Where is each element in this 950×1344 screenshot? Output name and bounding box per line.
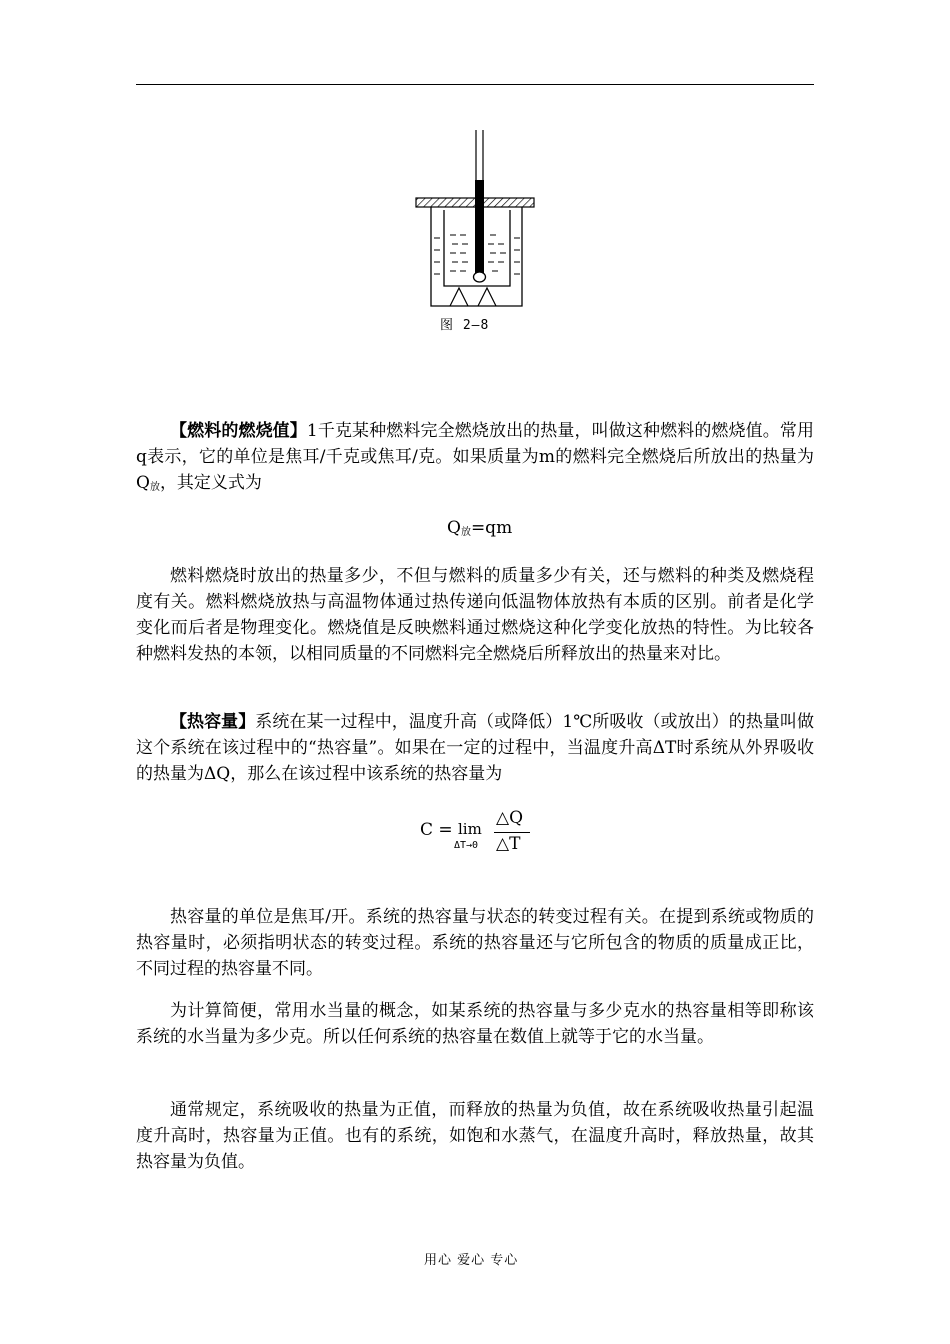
paragraph-text: 1千克某种燃料完全燃烧放出的热量，叫做这种燃料的燃烧值。常用q表示，它的单位是焦耳/千克或焦耳/克。如果质量为m的燃料完全燃烧后所放出的热量为Q — [136, 421, 814, 493]
formula-lhs: C = — [420, 820, 453, 840]
formula-numerator: △Q — [496, 808, 524, 828]
header-rule — [136, 84, 814, 85]
support-right — [478, 288, 496, 306]
figure-caption: 图 2—8 — [440, 318, 490, 333]
paragraph-heat-capacity-unit: 热容量的单位是焦耳/开。系统的热容量与状态的转变过程有关。在提到系统或物质的热容量时，必须指明状态的转变过程。系统的热容量还与它所包含的物质的质量成正比，不同过程的热容量不同。 — [136, 907, 814, 979]
heading-fuel-value: 【燃料的燃烧值】 — [170, 421, 307, 441]
paragraph-text: 系统在某一过程中，温度升高（或降低）1℃所吸收（或放出）的热量叫做这个系统在该过程中的“热容量”。如果在一定的过程中，当温度升高ΔT时系统从外界吸收的热量为ΔQ，那么在该过程中该系统的热容量为 — [136, 712, 814, 784]
paragraph-combustion: 燃料燃烧时放出的热量多少，不但与燃料的质量多少有关，还与燃料的种类及燃烧程度有关。燃料燃烧放热与高温物体通过热传递向低温物体放热有本质的区别。前者是化学变化而后者是物理变化。燃烧值是反映燃料通过燃烧这种化学变化放热的特性。为比较各种燃料发热的本领，以相同质量的不同燃料完全燃烧后所释放出的热量来对比。 — [136, 566, 814, 664]
fraction-bar — [494, 832, 530, 833]
formula-heat-capacity — [420, 806, 560, 858]
formula-rhs: =qm — [470, 518, 513, 538]
thermometer-stem — [475, 180, 484, 276]
formula-denominator: △T — [496, 834, 521, 854]
support-left — [450, 288, 468, 306]
paragraph-text: ，其定义式为 — [159, 473, 262, 493]
formula-q: Q — [447, 518, 461, 538]
formula-lim: lim — [458, 820, 482, 838]
page-footer: 用心 爱心 专心 — [424, 1253, 519, 1268]
paragraph-sign-convention: 通常规定，系统吸收的热量为正值，而释放的热量为负值，故在系统吸收热量引起温度升高时，热容量为正值。也有的系统，如饱和水蒸气，在温度升高时，释放热量，故其热容量为负值。 — [136, 1100, 814, 1172]
subscript: 放 — [149, 482, 160, 493]
paragraph-water-equivalent: 为计算简便，常用水当量的概念，如某系统的热容量与多少克水的热容量相等即称该系统的水当量为多少克。所以任何系统的热容量在数值上就等于它的水当量。 — [136, 1001, 814, 1047]
heading-heat-capacity: 【热容量】 — [170, 712, 256, 732]
paragraph-heat-capacity — [136, 709, 814, 787]
calorimeter-figure — [410, 128, 540, 333]
formula-lim-subscript: ΔT→0 — [454, 840, 479, 851]
formula-fuel-value — [447, 518, 512, 538]
subscript: 放 — [460, 527, 471, 538]
paragraph-fuel-value — [136, 418, 814, 501]
thermometer-bulb — [474, 272, 486, 282]
